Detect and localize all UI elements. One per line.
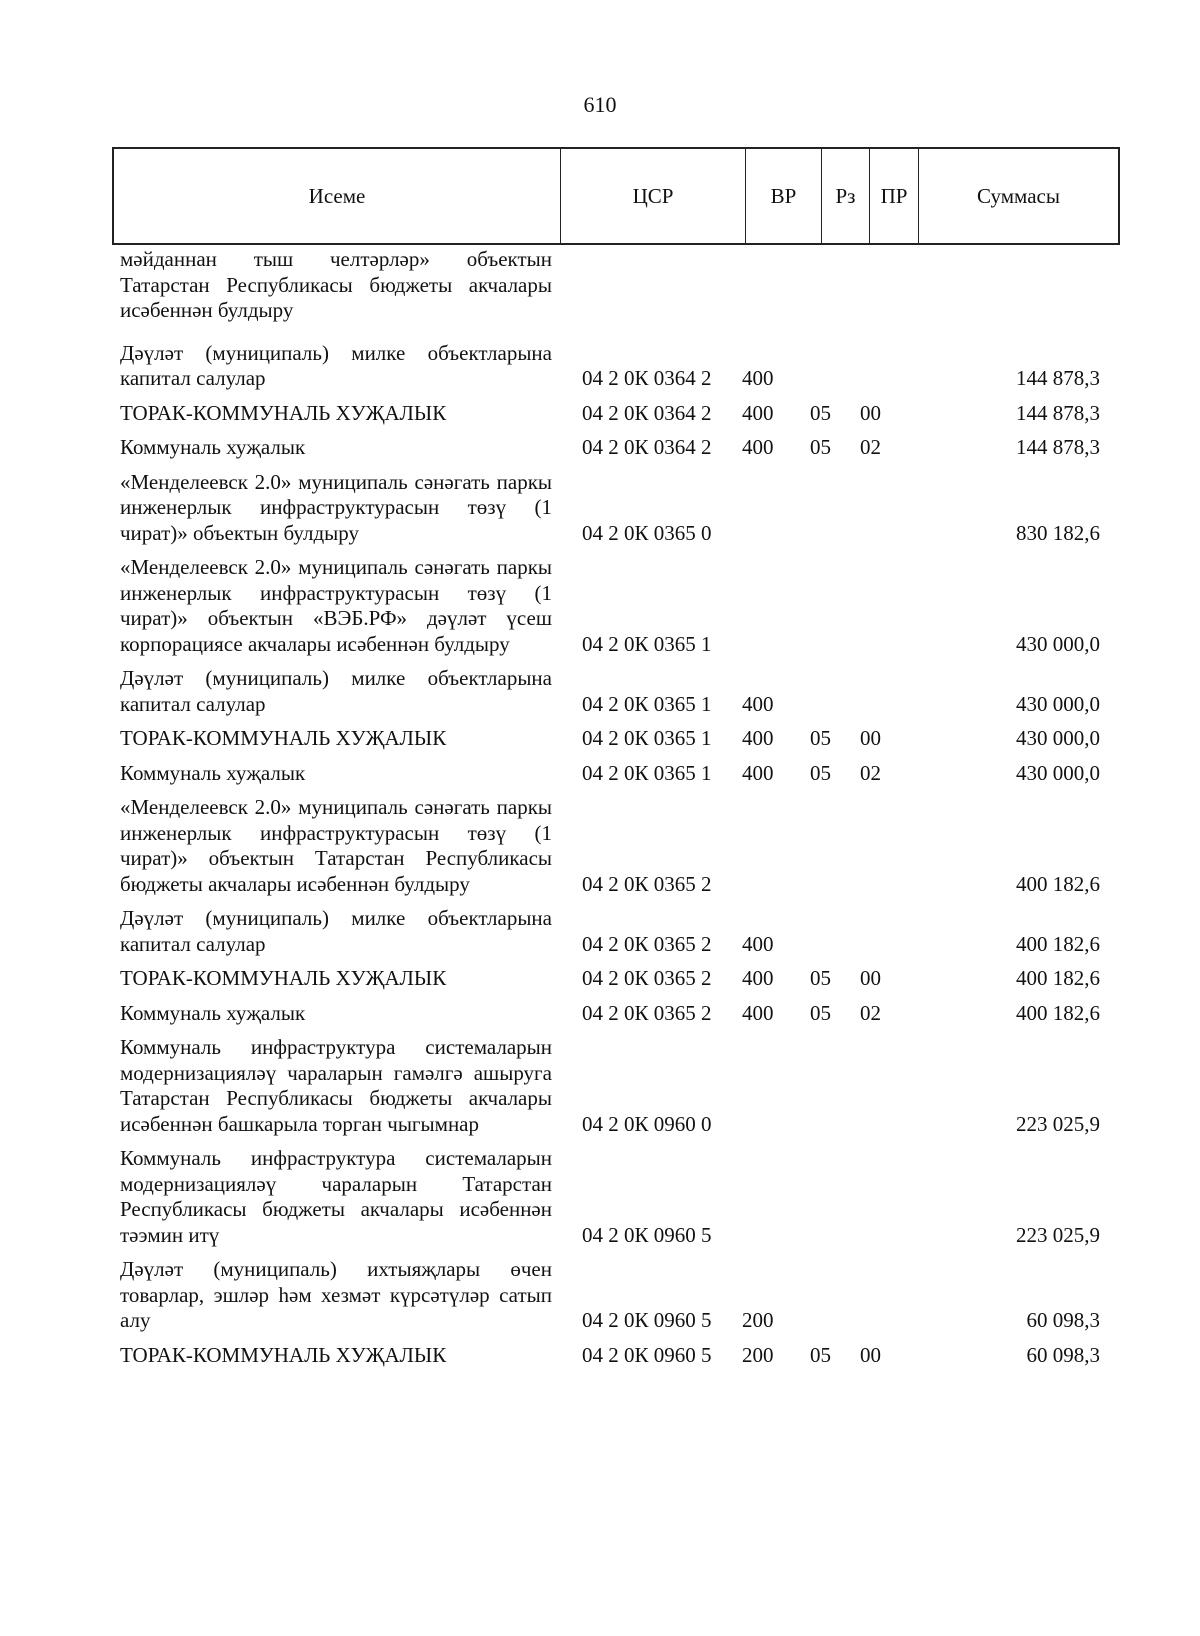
- header-pr: ПР: [870, 149, 919, 243]
- row-sum: 430 000,0: [1016, 760, 1100, 785]
- row-pr: 00: [860, 400, 881, 425]
- table-row: [120, 726, 1110, 761]
- row-sum: 144 878,3: [1016, 435, 1100, 459]
- row-csr: 04 2 0К 0365 0: [582, 520, 712, 545]
- table-row: [120, 761, 1110, 796]
- row-rz: 05: [810, 1000, 831, 1025]
- row-pr: 00: [860, 1342, 881, 1367]
- row-name: «Менделеевск 2.0» муниципаль сәнәгать паркы инженерлык инфраструктурасын төзү (1 чират)» объектын «ВЭБ.РФ» дәүләт үсеш корпорациясе акчалары исәбеннән булдыру: [120, 555, 552, 656]
- row-csr: 04 2 0К 0365 1: [582, 631, 712, 656]
- page-number: 610: [583, 92, 617, 117]
- row-vr: 400: [742, 400, 774, 425]
- table-row: [120, 1001, 1110, 1036]
- row-csr: 04 2 0К 0365 2: [582, 931, 712, 956]
- row-name: Дәүләт (муниципаль) милке объектларына капитал салулар: [120, 340, 552, 390]
- row-sum: 144 878,3: [1016, 366, 1100, 390]
- row-sum: 144 878,3: [1016, 400, 1100, 425]
- row-vr: 400: [742, 435, 774, 459]
- table-row: [120, 906, 1110, 966]
- row-csr: 04 2 0К 0960 5: [582, 1222, 712, 1247]
- table-row: [120, 555, 1110, 666]
- row-sum: 430 000,0: [1016, 631, 1100, 656]
- table-row: [120, 795, 1110, 906]
- table-row: [120, 1146, 1110, 1257]
- table-row: [120, 247, 1110, 341]
- row-name: Коммуналь хуҗалык: [120, 1000, 306, 1025]
- row-csr: 04 2 0К 0365 2: [582, 966, 712, 990]
- row-csr: 04 2 0К 0365 2: [582, 1000, 712, 1025]
- row-vr: 400: [742, 1000, 774, 1025]
- row-vr: 400: [742, 760, 774, 785]
- table-row: [120, 401, 1110, 436]
- table-row: [120, 666, 1110, 726]
- header-rz: Рз: [822, 149, 870, 243]
- row-csr: 04 2 0К 0364 2: [582, 400, 712, 425]
- row-vr: 400: [742, 366, 774, 390]
- row-csr: 04 2 0К 0365 1: [582, 760, 712, 785]
- table-row: [120, 1343, 1110, 1378]
- row-rz: 05: [810, 400, 831, 425]
- row-name: Дәүләт (муниципаль) милке объектларына капитал салулар: [120, 666, 552, 716]
- row-vr: 200: [742, 1342, 774, 1367]
- row-vr: 400: [742, 931, 774, 956]
- row-csr: 04 2 0К 0365 1: [582, 691, 712, 716]
- row-rz: 05: [810, 966, 831, 990]
- table-row: [120, 1257, 1110, 1343]
- table-row: [120, 435, 1110, 470]
- row-name: ТОРАК-КОММУНАЛЬ ХУҖАЛЫК: [120, 1342, 447, 1367]
- row-csr: 04 2 0К 0364 2: [582, 366, 712, 390]
- row-pr: 00: [860, 966, 881, 990]
- row-csr: 04 2 0К 0364 2: [582, 435, 712, 459]
- row-rz: 05: [810, 726, 831, 750]
- row-rz: 05: [810, 760, 831, 785]
- row-pr: 02: [860, 760, 881, 785]
- row-sum: 400 182,6: [1016, 931, 1100, 956]
- row-name: Коммуналь хуҗалык: [120, 435, 306, 459]
- row-sum: 430 000,0: [1016, 691, 1100, 716]
- row-vr: 200: [742, 1308, 774, 1332]
- row-name: Дәүләт (муниципаль) милке объектларына капитал салулар: [120, 906, 552, 956]
- table-row: [120, 966, 1110, 1001]
- row-csr: 04 2 0К 0365 2: [582, 871, 712, 896]
- row-sum: 830 182,6: [1016, 520, 1100, 545]
- row-name: «Менделеевск 2.0» муниципаль сәнәгать паркы инженерлык инфраструктурасын төзү (1 чират)» объектын булдыру: [120, 469, 552, 545]
- row-name: Коммуналь инфраструктура системаларын модернизацияләү чараларын Татарстан Республикасы бюджеты акчалары исәбеннән тәэмин итү: [120, 1146, 552, 1247]
- row-name: «Менделеевск 2.0» муниципаль сәнәгать паркы инженерлык инфраструктурасын төзү (1 чират)» объектын Татарстан Республикасы бюджеты акчалары исәбеннән булдыру: [120, 795, 552, 896]
- row-sum: 223 025,9: [1016, 1111, 1100, 1136]
- row-pr: 02: [860, 435, 881, 459]
- row-sum: 400 182,6: [1016, 871, 1100, 896]
- table-row: [120, 341, 1110, 401]
- table-header: [112, 147, 1120, 245]
- row-sum: 223 025,9: [1016, 1222, 1100, 1247]
- row-sum: 60 098,3: [1026, 1342, 1100, 1367]
- table-row: [120, 470, 1110, 556]
- header-csr: ЦСР: [561, 149, 746, 243]
- row-name: ТОРАК-КОММУНАЛЬ ХУҖАЛЫК: [120, 966, 447, 990]
- table-row: [120, 1035, 1110, 1146]
- row-sum: 400 182,6: [1016, 966, 1100, 990]
- row-csr: 04 2 0К 0960 0: [582, 1111, 712, 1136]
- row-name: Коммуналь хуҗалык: [120, 760, 306, 785]
- row-sum: 60 098,3: [1026, 1308, 1100, 1332]
- row-name: Коммуналь инфраструктура системаларын модернизацияләү чараларын гамәлгә ашыруга Татарстан Республикасы бюджеты акчалары исәбеннән башкарыла торган чыгымнар: [120, 1035, 552, 1136]
- row-vr: 400: [742, 691, 774, 716]
- header-name: Исеме: [114, 149, 561, 243]
- header-vr: ВР: [746, 149, 822, 243]
- row-name: Дәүләт (муниципаль) ихтыяҗлары өчен товарлар, эшләр һәм хезмәт күрсәтүләр сатып алу: [120, 1257, 552, 1332]
- row-name: мәйданнан тыш челтәрләр» объектын Татарстан Республикасы бюджеты акчалары исәбеннән булдыру: [120, 247, 552, 322]
- row-vr: 400: [742, 726, 774, 750]
- row-pr: 00: [860, 726, 881, 750]
- row-name: ТОРАК-КОММУНАЛЬ ХУҖАЛЫК: [120, 726, 447, 750]
- row-name: ТОРАК-КОММУНАЛЬ ХУҖАЛЫК: [120, 400, 447, 425]
- row-csr: 04 2 0К 0960 5: [582, 1342, 712, 1367]
- row-pr: 02: [860, 1000, 881, 1025]
- row-vr: 400: [742, 966, 774, 990]
- row-csr: 04 2 0К 0365 1: [582, 726, 712, 750]
- row-sum: 400 182,6: [1016, 1000, 1100, 1025]
- row-rz: 05: [810, 1342, 831, 1367]
- row-rz: 05: [810, 435, 831, 459]
- row-sum: 430 000,0: [1016, 726, 1100, 750]
- table-body: [120, 247, 1110, 1377]
- row-csr: 04 2 0К 0960 5: [582, 1308, 712, 1332]
- header-sum: Суммасы: [977, 183, 1060, 208]
